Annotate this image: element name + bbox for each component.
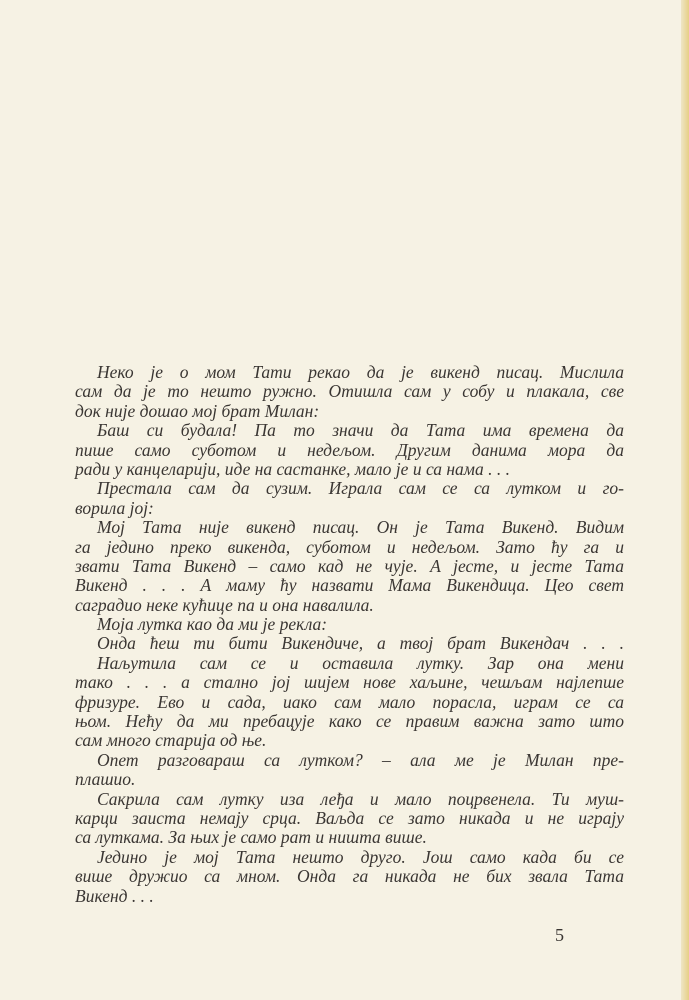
text-line: Моја лутка као да ми је рекла: — [97, 614, 328, 635]
text-line: га једино преко викенда, суботом и недељом. Зато ћу га и — [75, 536, 624, 557]
text-line: ворила јој: — [75, 497, 154, 518]
text-line: плашио. — [75, 769, 136, 790]
text-line: Неко је о мом Тати рекао да је викенд писац. Мислила — [97, 362, 624, 382]
text-line: Сакрила сам лутку иза леђа и мало поцрвенела. Ти муш- — [97, 788, 624, 809]
text-line: Једино је мој Тата нешто друго. Још само када би се — [97, 846, 624, 867]
text-line: Мој Тата није викенд писац. Он је Тата Викенд. Видим — [97, 517, 624, 538]
text-line: пише само суботом и недељом. Другим данима мора да — [75, 439, 624, 460]
text-line: Викенд . . . А маму ћу назвати Мама Викендица. Цео свет — [75, 575, 624, 596]
text-line: Онда ћеш ти бити Викендиче, а твој брат Викендач . . . — [97, 633, 624, 654]
page-edge — [681, 0, 689, 1000]
text-line: док није дошао мој брат Милан: — [75, 400, 320, 421]
text-line: звати Тата Викенд – само кад не чује. А јесте, и јесте Тата — [75, 555, 624, 576]
text-line: тако . . . а стално јој шијем нове хаљине, чешљам најлепше — [75, 672, 624, 693]
text-line: њом. Нећу да ми пребацује како се правим важна зато што — [75, 711, 624, 732]
text-line: ради у канцеларији, иде на састанке, мало је и са нама . . . — [75, 458, 510, 479]
text-line: карци заиста немају срца. Ваљда се зато никада и не играју — [75, 807, 624, 828]
text-line: Наљутила сам се и оставила лутку. Зар она мени — [97, 652, 624, 673]
text-line: више дружио са мном. Онда га никада не бих звала Тата — [75, 866, 624, 887]
text-line: Викенд . . . — [75, 885, 154, 906]
text-line: фризуре. Ево и сада, иако сам мало порасла, играм се са — [75, 691, 624, 712]
text-line: саградио неке кућице па и она навалила. — [75, 594, 374, 615]
text-line: Баш си будала! Па то значи да Тата има времена да — [97, 420, 624, 441]
text-line: Престала сам да сузим. Играла сам се са лутком и го- — [97, 478, 624, 499]
text-line: сам много старија од ње. — [75, 730, 267, 751]
body-text — [75, 363, 624, 906]
text-line: са луткама. За њих је само рат и ништа више. — [75, 827, 427, 848]
text-line: сам да је то нешто ружно. Отишла сам у собу и плакала, све — [75, 381, 624, 402]
page-number: 5 — [555, 925, 564, 945]
text-line: Опет разговараш са лутком? – ала ме је Милан пре- — [97, 749, 624, 770]
